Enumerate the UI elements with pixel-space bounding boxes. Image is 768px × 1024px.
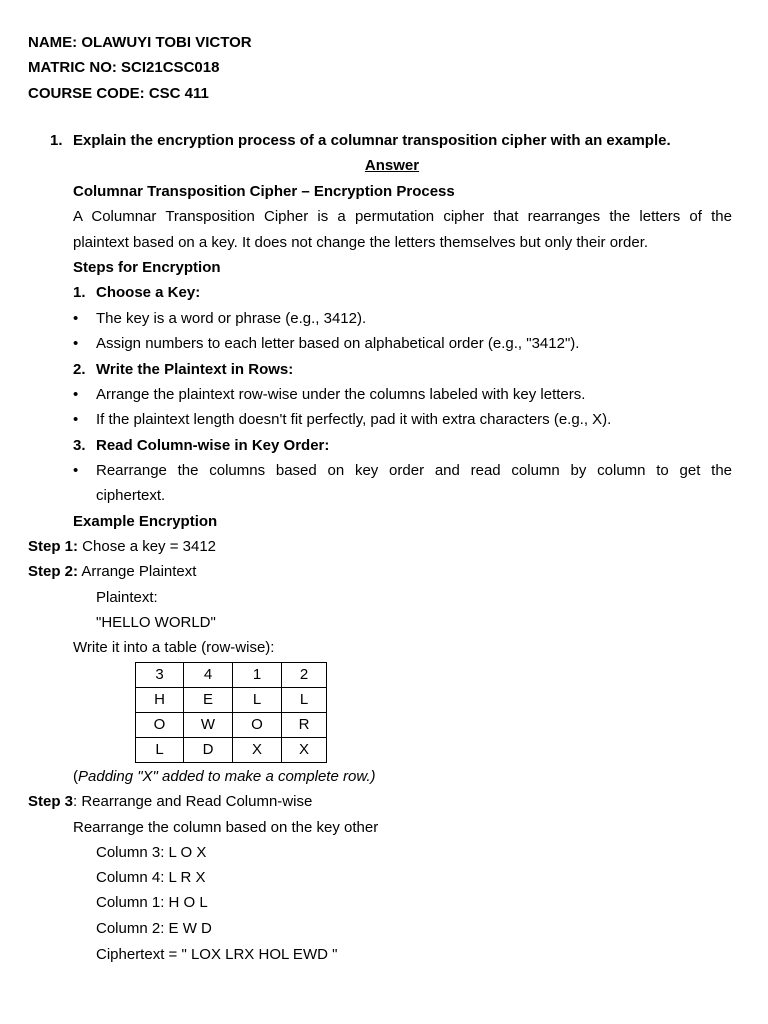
table-row	[136, 688, 327, 713]
table-cell: R	[282, 713, 327, 738]
table-row	[136, 738, 327, 763]
table-cell: D	[184, 738, 233, 763]
example-step-2-label: Step 2:	[28, 563, 79, 580]
table-cell: 1	[233, 663, 282, 688]
table-cell: 3	[136, 663, 184, 688]
example-step-1	[28, 537, 216, 557]
step-3-number: 3.	[73, 437, 86, 454]
table-cell: W	[184, 713, 233, 738]
example-step-1-text: Chose a key = 3412	[78, 538, 217, 555]
table-cell: L	[233, 688, 282, 713]
table-row	[136, 713, 327, 738]
step-1-bullet-2: Assign numbers to each letter based on alphabetical order (e.g., "3412").	[96, 335, 580, 352]
table-cell: X	[233, 738, 282, 763]
step-1-number: 1.	[73, 284, 86, 301]
matric-number: MATRIC NO: SCI21CSC018	[28, 59, 220, 76]
step-3-bullet-1-line-2: ciphertext.	[96, 487, 166, 504]
steps-title: Steps for Encryption	[73, 259, 221, 276]
intro-line-2: plaintext based on a key. It does not change the letters themselves but only their order.	[73, 234, 649, 251]
table-cell: 2	[282, 663, 327, 688]
step-2-bullet-2: If the plaintext length doesn't fit perfectly, pad it with extra characters (e.g., X).	[96, 411, 612, 428]
bullet-icon: •	[73, 386, 79, 403]
bullet-icon: •	[73, 310, 79, 327]
step-2-title: Write the Plaintext in Rows:	[96, 361, 294, 378]
step-3-title: Read Column-wise in Key Order:	[96, 437, 330, 454]
example-step-3	[28, 792, 312, 812]
student-name: NAME: OLAWUYI TOBI VICTOR	[28, 34, 252, 51]
example-step-3-text: : Rearrange and Read Column-wise	[73, 793, 313, 810]
example-step-2-text: Arrange Plaintext	[78, 563, 197, 580]
column-4-readout: Column 4: L R X	[96, 869, 206, 886]
table-cell: L	[136, 738, 184, 763]
example-step-1-label: Step 1:	[28, 538, 79, 555]
intro-line-1: A Columnar Transposition Cipher is a permutation cipher that rearranges the letters of the	[73, 208, 732, 225]
question-text: Explain the encryption process of a columnar transposition cipher with an example.	[73, 132, 671, 149]
plaintext-value: "HELLO WORLD"	[96, 614, 216, 631]
padding-note	[73, 767, 376, 787]
answer-label: Answer	[364, 157, 420, 174]
rearrange-text: Rearrange the column based on the key other	[73, 819, 379, 836]
table-cell: X	[282, 738, 327, 763]
step-1-bullet-1: The key is a word or phrase (e.g., 3412).	[96, 310, 367, 327]
step-2-bullet-1: Arrange the plaintext row-wise under the columns labeled with key letters.	[96, 386, 586, 403]
ciphertext-result: Ciphertext = " LOX LRX HOL EWD "	[96, 946, 338, 963]
table-cell: O	[136, 713, 184, 738]
column-1-readout: Column 1: H O L	[96, 894, 208, 911]
bullet-icon: •	[73, 411, 79, 428]
example-title: Example Encryption	[73, 513, 218, 530]
plaintext-label: Plaintext:	[96, 589, 158, 606]
step-1-title: Choose a Key:	[96, 284, 201, 301]
cipher-table	[135, 662, 327, 763]
example-step-2	[28, 562, 196, 582]
padding-note-paren: (	[73, 768, 78, 785]
step-3-bullet-1-line-1: Rearrange the columns based on key order and read column by column to get the	[96, 462, 732, 479]
section-title: Columnar Transposition Cipher – Encryption Process	[73, 183, 455, 200]
table-cell: O	[233, 713, 282, 738]
table-intro: Write it into a table (row-wise):	[73, 639, 275, 656]
table-cell: H	[136, 688, 184, 713]
table-cell: L	[282, 688, 327, 713]
question-number: 1.	[50, 132, 63, 149]
bullet-icon: •	[73, 335, 79, 352]
step-2-number: 2.	[73, 361, 86, 378]
column-2-readout: Column 2: E W D	[96, 920, 212, 937]
bullet-icon: •	[73, 462, 79, 479]
table-cell: 4	[184, 663, 233, 688]
course-code: COURSE CODE: CSC 411	[28, 85, 209, 102]
padding-note-text: Padding "X" added to make a complete row.)	[78, 768, 376, 785]
table-cell: E	[184, 688, 233, 713]
example-step-3-label: Step 3	[28, 793, 74, 810]
table-row	[136, 663, 327, 688]
column-3-readout: Column 3: L O X	[96, 844, 207, 861]
